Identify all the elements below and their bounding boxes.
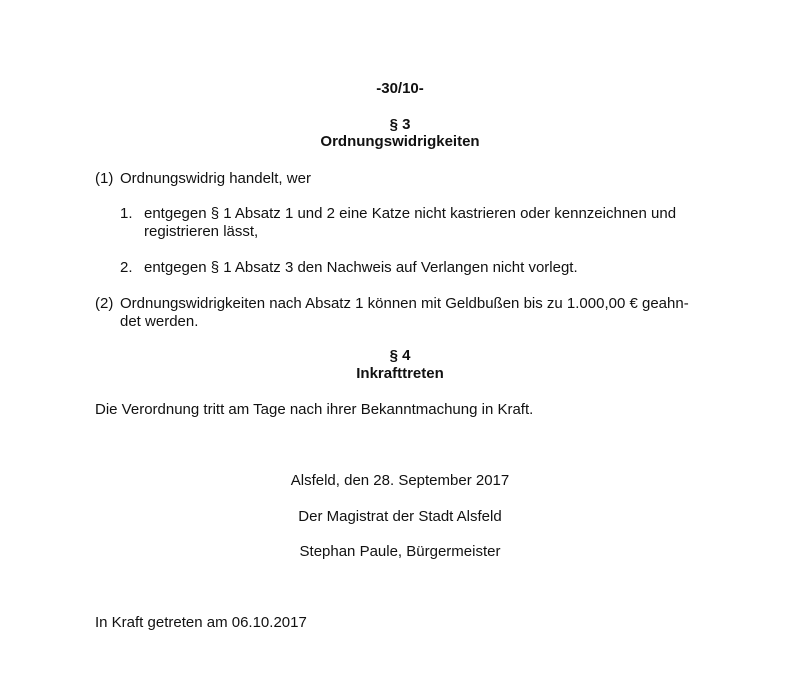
- section-4-text: Die Verordnung tritt am Tage nach ihrer Bekanntmachung in Kraft.: [95, 401, 534, 418]
- section-4-title: Inkrafttreten: [356, 365, 444, 382]
- effective-date-note: In Kraft getreten am 06.10.2017: [95, 614, 307, 631]
- list-item-text-line2: registrieren lässt,: [144, 223, 259, 240]
- section-3-number: § 3: [389, 116, 411, 133]
- page-number: -30/10-: [376, 80, 424, 97]
- paragraph-text: Ordnungswidrig handelt, wer: [120, 170, 311, 187]
- list-item-text-line1: entgegen § 1 Absatz 3 den Nachweis auf Verlangen nicht vorlegt.: [144, 259, 578, 276]
- signature-authority: Der Magistrat der Stadt Alsfeld: [298, 508, 502, 525]
- section-3-title: Ordnungswidrigkeiten: [320, 133, 480, 150]
- paragraph-label: (1): [95, 170, 114, 187]
- paragraph-label: (2): [95, 295, 114, 312]
- signature-place-date: Alsfeld, den 28. September 2017: [290, 472, 510, 489]
- list-item-text-line1: entgegen § 1 Absatz 1 und 2 eine Katze nicht kastrieren oder kennzeichnen und: [144, 205, 677, 222]
- list-item-number: 2.: [120, 259, 133, 276]
- paragraph-text-line2: det werden.: [120, 313, 199, 330]
- list-item-number: 1.: [120, 205, 133, 222]
- section-4-number: § 4: [389, 347, 411, 364]
- signature-signatory: Stephan Paule, Bürgermeister: [299, 543, 501, 560]
- paragraph-text-line1: Ordnungswidrigkeiten nach Absatz 1 können mit Geldbußen bis zu 1.000,00 € geahn-: [120, 295, 689, 312]
